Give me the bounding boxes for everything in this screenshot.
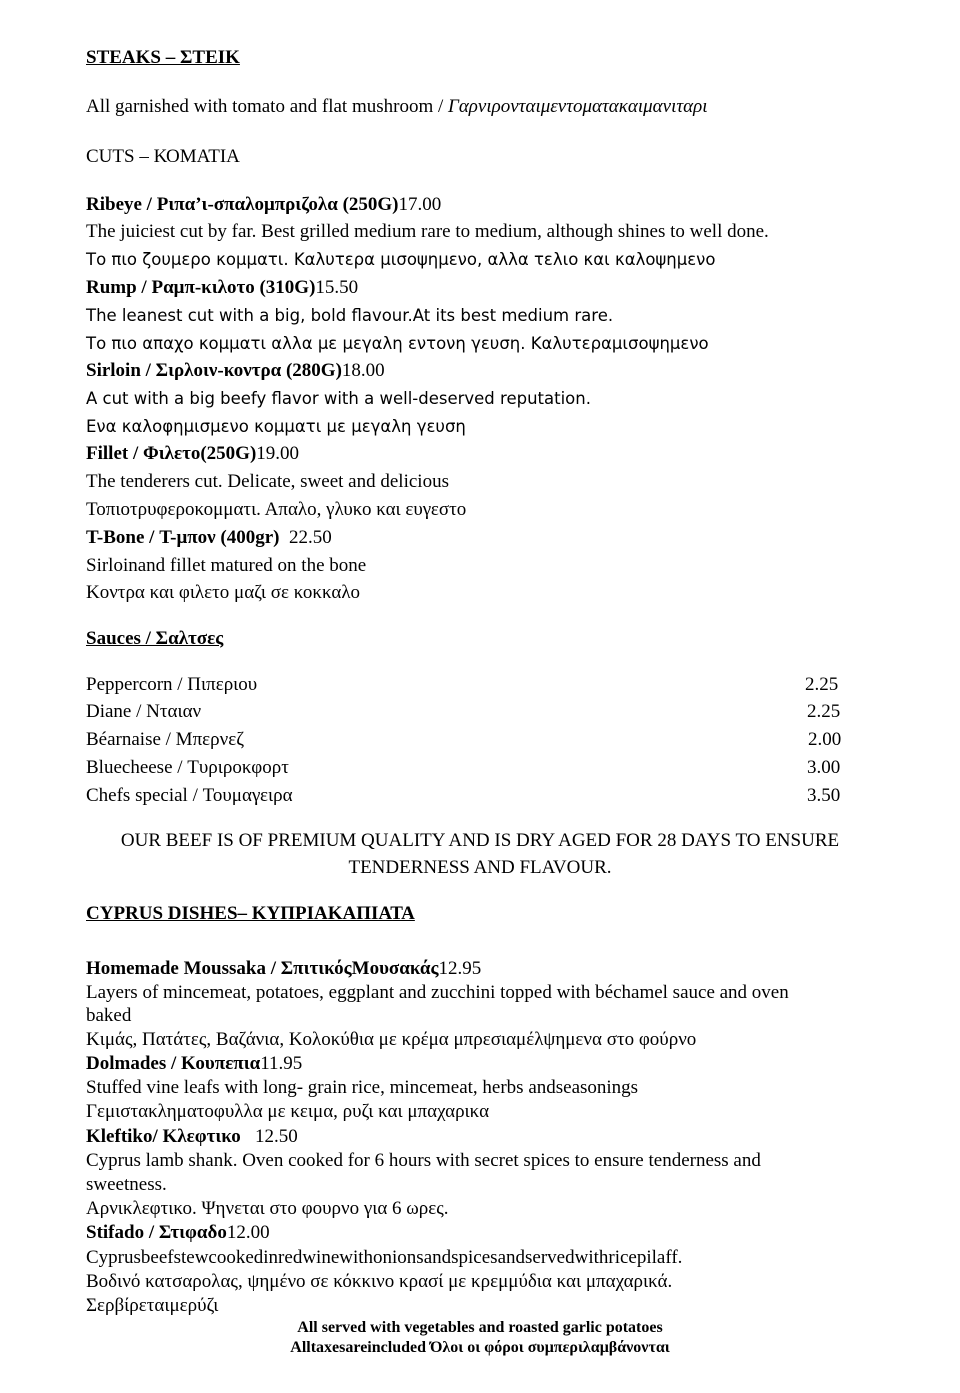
sirloin-item <box>86 360 385 382</box>
ribeye-desc-en: The juiciest cut by far. Best grilled medium rare to medium, although shines to well done. <box>86 221 769 242</box>
steaks-title: STEAKS – ΣΤΕΙΚ <box>86 47 240 68</box>
item-price: 19.00 <box>256 443 300 464</box>
item-name: Kleftiko/ Κλεφτικο <box>86 1126 241 1147</box>
item-name: Dolmades / Κουπεπια <box>86 1053 261 1074</box>
footer-tax-note: Alltaxesareincluded Όλοι οι φόροι συμπεριλαμβάνονται <box>290 1339 670 1356</box>
sauce-price: 3.50 <box>807 785 841 806</box>
dolmades-desc-gr: Γεμιστακληματοφυλλα με κειμα, ρυζι και μπαχαρικα <box>86 1101 490 1122</box>
sauce-price: 2.25 <box>807 701 841 722</box>
stifado-desc-en: Cyprusbeefstewcookedinredwinewithonionsandspicesandservedwithricepilaff. <box>86 1247 683 1268</box>
sauce-item: Bluecheese / Τυριροκφορτ <box>86 757 289 778</box>
moussaka-item <box>86 958 481 980</box>
item-price: 12.95 <box>438 958 482 979</box>
sauce-price: 2.00 <box>808 729 842 750</box>
footer-served-note: All served with vegetables and roasted garlic potatoes <box>297 1319 663 1336</box>
dolmades-item <box>86 1053 302 1075</box>
stifado-desc-gr-2: Σερβίρεταιμερύζι <box>86 1295 219 1316</box>
quality-note-line2: TENDERNESS AND FLAVOUR. <box>348 857 612 878</box>
moussaka-desc-en-2: baked <box>86 1005 132 1026</box>
rump-item <box>86 277 358 299</box>
item-price: 22.50 <box>279 527 332 548</box>
kleftiko-desc-en-1: Cyprus lamb shank. Oven cooked for 6 hours with secret spices to ensure tenderness and <box>86 1150 761 1171</box>
item-price: 12.00 <box>226 1222 270 1243</box>
rump-desc-gr: Το πιο απαχο κομματι αλλα με μεγαλη εντονη γευση. Καλυτεραμισοψημενο <box>86 334 709 353</box>
moussaka-desc-gr: Κιμάς, Πατάτες, Βαζάνια, Κολοκύθια με κρέμα μπρεσιαμέλψημενα στο φούρνο <box>86 1029 697 1050</box>
item-price: 11.95 <box>260 1053 303 1074</box>
kleftiko-item <box>86 1126 298 1148</box>
item-price: 18.00 <box>341 360 385 381</box>
tbone-desc-gr: Κοντρα και φιλετο μαζι σε κοκκαλο <box>86 582 361 603</box>
kleftiko-desc-gr: Αρνικλεφτικο. Ψηνεται στο φουρνο για 6 ωρες. <box>86 1198 449 1219</box>
rump-desc-en: The leanest cut with a big, bold flavour.At its best medium rare. <box>86 306 614 325</box>
ribeye-item <box>86 194 441 216</box>
sauce-item: Chefs special / Τουμαγειρα <box>86 785 293 806</box>
garnish-en: All garnished with tomato and flat mushroom / <box>86 96 449 117</box>
item-name: T-Bone / Τ-μπον (400gr) <box>86 527 280 548</box>
sauces-title: Sauces / Σαλτσες <box>86 628 224 649</box>
item-price: 12.50 <box>240 1126 298 1147</box>
dolmades-desc-en: Stuffed vine leafs with long- grain rice, mincemeat, herbs andseasonings <box>86 1077 639 1098</box>
item-price: 17.00 <box>398 194 442 215</box>
item-price: 15.50 <box>315 277 359 298</box>
fillet-item <box>86 443 299 465</box>
stifado-desc-gr-1: Βοδινό κατσαρολας, ψημένο σε κόκκινο κρασί με κρεμμύδια και μπαχαρικά. <box>86 1271 673 1292</box>
sauce-price: 2.25 <box>805 674 839 695</box>
kleftiko-desc-en-2: sweetness. <box>86 1174 167 1195</box>
item-name: Fillet / Φιλετο(250G) <box>86 443 257 464</box>
item-name: Rump / Ραμπ-κιλοτο (310G) <box>86 277 316 298</box>
quality-note-line1: OUR BEEF IS OF PREMIUM QUALITY AND IS DRY AGED FOR 28 DAYS TO ENSURE <box>120 830 840 851</box>
stifado-item <box>86 1222 270 1244</box>
tbone-desc-en: Sirloinand fillet matured on the bone <box>86 555 367 576</box>
garnish-gr: Γαρνιρονταιμεντοματακαιμανιταρι <box>448 96 708 117</box>
sauce-item: Peppercorn / Πιπεριου <box>86 674 258 695</box>
cuts-title: CUTS – ΚΟΜΑΤΙΑ <box>86 146 240 167</box>
sauce-price: 3.00 <box>807 757 841 778</box>
sauce-item: Diane / Νταιαν <box>86 701 202 722</box>
item-name: Homemade Moussaka / ΣπιτικόςΜουσακάς <box>86 958 439 979</box>
sirloin-desc-gr: Ενα καλοφημισμενο κομματι με μεγαλη γευση <box>86 417 466 436</box>
cyprus-title: CYPRUS DISHES– ΚΥΠΡΙΑΚΑΠΙΑΤΑ <box>86 903 415 924</box>
garnish-note <box>86 96 708 118</box>
fillet-desc-en: The tenderers cut. Delicate, sweet and delicious <box>86 471 449 492</box>
sirloin-desc-en: A cut with a big beefy flavor with a well-deserved reputation. <box>86 389 591 408</box>
fillet-desc-gr: Τοπιοτρυφεροκομματι. Απαλο, γλυκο και ευγεστο <box>86 499 467 520</box>
sauce-item: Béarnaise / Μπερνεζ <box>86 729 245 750</box>
item-name: Ribeye / Ριπα’ι-σπαλομπριζολα (250G) <box>86 194 399 215</box>
ribeye-desc-gr: Το πιο ζουμερο κομματι. Καλυτερα μισοψημενο, αλλα τελιο και καλοψημενο <box>86 250 716 269</box>
moussaka-desc-en-1: Layers of mincemeat, potatoes, eggplant and zucchini topped with béchamel sauce and oven <box>86 982 789 1003</box>
item-name: Sirloin / Σιρλοιν-κοντρα (280G) <box>86 360 342 381</box>
item-name: Stifado / Στιφαδο <box>86 1222 227 1243</box>
tbone-item <box>86 527 332 549</box>
